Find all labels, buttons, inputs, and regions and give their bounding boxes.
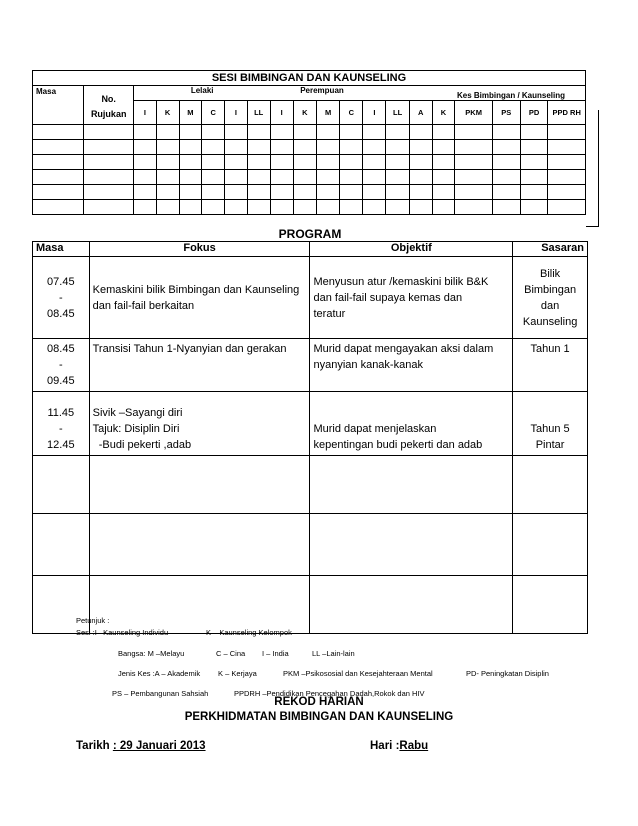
sesi-cell[interactable] — [270, 155, 293, 170]
sesi-cell[interactable] — [270, 185, 293, 200]
sesi-cell[interactable] — [492, 155, 520, 170]
sesi-cell[interactable] — [293, 170, 316, 185]
sesi-cell[interactable] — [247, 185, 270, 200]
program-sasaran-cell: Tahun 1 — [513, 339, 588, 392]
table-side-edge — [586, 110, 599, 227]
sesi-cell[interactable] — [316, 155, 339, 170]
sesi-col-label: PS — [492, 101, 520, 125]
sesi-cell[interactable] — [363, 125, 386, 140]
sesi-cell[interactable] — [84, 140, 134, 155]
sesi-cell[interactable] — [386, 155, 409, 170]
sesi-cell[interactable] — [84, 125, 134, 140]
jenis-pkm-note: PKM –Psikososial dan Kesejahteraan Mental — [283, 669, 433, 678]
ppdrh-note: PPDRH –Pendidikan Pencegahan Dadah,Rokok dan HIV — [234, 689, 425, 698]
sesi-cell[interactable] — [520, 125, 548, 140]
program-masa-cell: 11.45 - 12.45 — [33, 392, 90, 456]
sesi-cell[interactable] — [363, 155, 386, 170]
rekod-title: REKOD HARIAN — [274, 696, 364, 708]
sesi-cell[interactable] — [179, 200, 202, 215]
sesi-col-label: I — [270, 101, 293, 125]
program-title: PROGRAM — [33, 227, 588, 242]
program-fokus-cell — [89, 576, 310, 634]
sesi-cell[interactable] — [202, 155, 225, 170]
program-sasaran-cell: Tahun 5 Pintar — [513, 392, 588, 456]
sesi-title: SESI BIMBINGAN DAN KAUNSELING — [33, 71, 586, 86]
sesi-cell[interactable] — [156, 155, 179, 170]
sesi-cell[interactable] — [179, 185, 202, 200]
sesi-cell[interactable] — [363, 140, 386, 155]
sesi-cell[interactable] — [33, 200, 84, 215]
program-objektif-cell — [310, 514, 513, 576]
sesi-cell[interactable] — [520, 155, 548, 170]
sesi-cell[interactable] — [179, 125, 202, 140]
sesi-cell[interactable] — [225, 170, 248, 185]
sesi-col-label: LL — [247, 101, 270, 125]
sesi-cell[interactable] — [156, 185, 179, 200]
sesi-col-label: I — [363, 101, 386, 125]
sesi-col-label: K — [293, 101, 316, 125]
sesi-cell[interactable] — [225, 200, 248, 215]
program-masa-cell: 07.45 - 08.45 — [33, 257, 90, 339]
sesi-cell[interactable] — [84, 185, 134, 200]
sesi-cell[interactable] — [33, 125, 84, 140]
sesi-cell[interactable] — [409, 170, 432, 185]
sesi-cell[interactable] — [225, 140, 248, 155]
sesi-cell[interactable] — [134, 155, 157, 170]
jenis-note: Jenis Kes :A – Akademik — [118, 669, 201, 678]
sesi-cell[interactable] — [409, 140, 432, 155]
sesi-cell[interactable] — [492, 200, 520, 215]
sesi-cell[interactable] — [270, 170, 293, 185]
no-rujukan-header: No. Rujukan — [84, 86, 134, 125]
sesi-cell[interactable] — [386, 125, 409, 140]
sesi-cell[interactable] — [202, 185, 225, 200]
sesi-col-label: LL — [386, 101, 409, 125]
sesi-cell[interactable] — [293, 140, 316, 155]
sesi-cell[interactable] — [363, 185, 386, 200]
sesi-cell[interactable] — [548, 185, 586, 200]
sesi-cell[interactable] — [363, 170, 386, 185]
sesi-col-label: I — [225, 101, 248, 125]
sesi-row — [33, 125, 586, 140]
program-masa-cell — [33, 456, 90, 514]
program-row — [33, 392, 588, 456]
sesi-cell[interactable] — [134, 185, 157, 200]
sesi-row — [33, 185, 586, 200]
sesi-row — [33, 140, 586, 155]
sesi-cell[interactable] — [156, 125, 179, 140]
sesi-cell[interactable] — [548, 155, 586, 170]
sesi-cell[interactable] — [33, 170, 84, 185]
sesi-cell[interactable] — [270, 140, 293, 155]
sesi-cell[interactable] — [134, 125, 157, 140]
program-fokus-cell: Transisi Tahun 1-Nyanyian dan gerakan — [89, 339, 310, 392]
program-objektif-cell — [310, 456, 513, 514]
sesi-cell[interactable] — [225, 185, 248, 200]
fokus-col-header: Fokus — [89, 242, 310, 257]
program-sasaran-cell — [513, 576, 588, 634]
perempuan-header: Perempuan — [270, 86, 409, 101]
sesi-col-label: I — [134, 101, 157, 125]
sesi-k-note: K – Kaunseling Kelompok — [206, 628, 292, 637]
sesi-cell[interactable] — [386, 200, 409, 215]
tarikh-field: Tarikh : 29 Januari 2013 — [76, 740, 206, 752]
lelaki-header: Lelaki — [134, 86, 271, 101]
sesi-cell[interactable] — [293, 200, 316, 215]
sesi-col-label: C — [340, 101, 363, 125]
sesi-col-label: M — [179, 101, 202, 125]
sesi-cell[interactable] — [409, 155, 432, 170]
sesi-cell[interactable] — [33, 185, 84, 200]
sesi-cell[interactable] — [270, 125, 293, 140]
sesi-cell[interactable] — [293, 185, 316, 200]
sesi-cell[interactable] — [520, 185, 548, 200]
masa-col-header: Masa — [33, 242, 90, 257]
program-fokus-cell — [89, 456, 310, 514]
sesi-row — [33, 200, 586, 215]
sesi-cell[interactable] — [432, 170, 455, 185]
sesi-cell[interactable] — [247, 125, 270, 140]
sesi-cell[interactable] — [548, 125, 586, 140]
hari-field: Hari :Rabu — [370, 740, 429, 752]
sesi-cell[interactable] — [409, 125, 432, 140]
sesi-cell[interactable] — [225, 125, 248, 140]
program-row — [33, 514, 588, 576]
sesi-cell[interactable] — [316, 125, 339, 140]
sesi-cell[interactable] — [409, 200, 432, 215]
sesi-cell[interactable] — [156, 170, 179, 185]
sesi-cell[interactable] — [316, 185, 339, 200]
program-row — [33, 339, 588, 392]
sesi-col-label: K — [432, 101, 455, 125]
program-sasaran-cell: Bilik Bimbingan dan Kaunseling — [513, 257, 588, 339]
sesi-cell[interactable] — [432, 200, 455, 215]
bangsa-c-note: C – Cina — [216, 649, 246, 658]
program-row — [33, 456, 588, 514]
sesi-cell[interactable] — [409, 185, 432, 200]
sesi-cell[interactable] — [179, 170, 202, 185]
jenis-pd-note: PD- Peningkatan Disiplin — [466, 669, 549, 678]
sesi-cell[interactable] — [548, 200, 586, 215]
sesi-cell[interactable] — [316, 140, 339, 155]
sesi-cell[interactable] — [340, 125, 363, 140]
sesi-col-label: K — [156, 101, 179, 125]
sesi-cell[interactable] — [156, 200, 179, 215]
sesi-cell[interactable] — [270, 200, 293, 215]
sesi-cell[interactable] — [432, 140, 455, 155]
sasaran-col-header: Sasaran — [513, 242, 588, 257]
sesi-cell[interactable] — [492, 140, 520, 155]
sesi-cell[interactable] — [455, 170, 493, 185]
program-sasaran-cell — [513, 456, 588, 514]
sesi-cell[interactable] — [202, 170, 225, 185]
sesi-cell[interactable] — [84, 170, 134, 185]
sesi-cell[interactable] — [340, 200, 363, 215]
sesi-cell[interactable] — [386, 140, 409, 155]
sesi-note: Sesi :I– Kaunseling Individu — [76, 628, 169, 637]
program-table — [32, 227, 588, 634]
sesi-cell[interactable] — [432, 185, 455, 200]
sesi-row — [33, 170, 586, 185]
sesi-cell[interactable] — [179, 140, 202, 155]
sesi-cell[interactable] — [33, 140, 84, 155]
petunjuk-label: Petunjuk : — [76, 616, 110, 625]
sesi-cell[interactable] — [363, 200, 386, 215]
sesi-cell[interactable] — [134, 140, 157, 155]
masa-header: Masa — [33, 86, 84, 125]
sesi-col-label: C — [202, 101, 225, 125]
program-objektif-cell: Murid dapat mengayakan aksi dalam nyanyian kanak-kanak — [310, 339, 513, 392]
sesi-cell[interactable] — [84, 155, 134, 170]
sesi-cell[interactable] — [340, 170, 363, 185]
sesi-cell[interactable] — [520, 170, 548, 185]
sesi-cell[interactable] — [455, 155, 493, 170]
bangsa-ll-note: LL –Lain-lain — [312, 649, 355, 658]
program-objektif-cell — [310, 576, 513, 634]
sesi-cell[interactable] — [156, 140, 179, 155]
sesi-cell[interactable] — [134, 200, 157, 215]
program-masa-cell: 08.45 - 09.45 — [33, 339, 90, 392]
sesi-col-label: PPD RH — [548, 101, 586, 125]
sesi-cell[interactable] — [202, 125, 225, 140]
sesi-cell[interactable] — [340, 155, 363, 170]
program-objektif-cell: Murid dapat menjelaskan kepentingan budi pekerti dan adab — [310, 392, 513, 456]
sesi-cell[interactable] — [492, 170, 520, 185]
sesi-cell[interactable] — [340, 140, 363, 155]
sesi-col-label: PKM — [455, 101, 493, 125]
sesi-cell[interactable] — [455, 185, 493, 200]
program-row — [33, 576, 588, 634]
sesi-table — [32, 70, 586, 215]
sesi-cell[interactable] — [293, 155, 316, 170]
sesi-cell[interactable] — [455, 200, 493, 215]
sesi-cell[interactable] — [247, 170, 270, 185]
sesi-cell[interactable] — [247, 200, 270, 215]
jenis-k-note: K – Kerjaya — [218, 669, 257, 678]
sesi-col-label: M — [316, 101, 339, 125]
sesi-cell[interactable] — [455, 125, 493, 140]
rekod-subtitle: PERKHIDMATAN BIMBINGAN DAN KAUNSELING — [184, 711, 454, 723]
kes-header: Kes Bimbingan / Kaunseling — [409, 86, 585, 101]
sesi-row — [33, 155, 586, 170]
sesi-cell[interactable] — [432, 155, 455, 170]
program-fokus-cell — [89, 514, 310, 576]
sesi-cell[interactable] — [492, 125, 520, 140]
sesi-col-label: A — [409, 101, 432, 125]
ps-note: PS – Pembangunan Sahsiah — [112, 689, 209, 698]
sesi-cell[interactable] — [202, 200, 225, 215]
sesi-cell[interactable] — [548, 170, 586, 185]
sesi-cell[interactable] — [316, 200, 339, 215]
sesi-cell[interactable] — [548, 140, 586, 155]
sesi-cell[interactable] — [179, 155, 202, 170]
sesi-cell[interactable] — [33, 155, 84, 170]
sesi-cell[interactable] — [520, 200, 548, 215]
sesi-cell[interactable] — [386, 185, 409, 200]
sesi-cell[interactable] — [316, 170, 339, 185]
program-sasaran-cell — [513, 514, 588, 576]
sesi-cell[interactable] — [247, 155, 270, 170]
objektif-col-header: Objektif — [310, 242, 513, 257]
bangsa-i-note: I – India — [262, 649, 289, 658]
sesi-cell[interactable] — [134, 170, 157, 185]
sesi-cell[interactable] — [202, 140, 225, 155]
sesi-cell[interactable] — [386, 170, 409, 185]
sesi-cell[interactable] — [225, 155, 248, 170]
program-masa-cell — [33, 514, 90, 576]
sesi-cell[interactable] — [492, 185, 520, 200]
sesi-cell[interactable] — [432, 125, 455, 140]
program-fokus-cell: Sivik –Sayangi diri Tajuk: Disiplin Diri -Budi pekerti ,adab — [89, 392, 310, 456]
sesi-cell[interactable] — [520, 140, 548, 155]
program-objektif-cell: Menyusun atur /kemaskini bilik B&K dan fail-fail supaya kemas dan teratur — [310, 257, 513, 339]
program-fokus-cell: Kemaskini bilik Bimbingan dan Kaunseling dan fail-fail berkaitan — [89, 257, 310, 339]
sesi-cell[interactable] — [247, 140, 270, 155]
bangsa-note: Bangsa: M –Melayu — [118, 649, 185, 658]
sesi-col-label: PD — [520, 101, 548, 125]
sesi-cell[interactable] — [84, 200, 134, 215]
sesi-cell[interactable] — [293, 125, 316, 140]
sesi-cell[interactable] — [455, 140, 493, 155]
sesi-cell[interactable] — [340, 185, 363, 200]
program-row — [33, 257, 588, 339]
program-header-row — [33, 242, 588, 257]
